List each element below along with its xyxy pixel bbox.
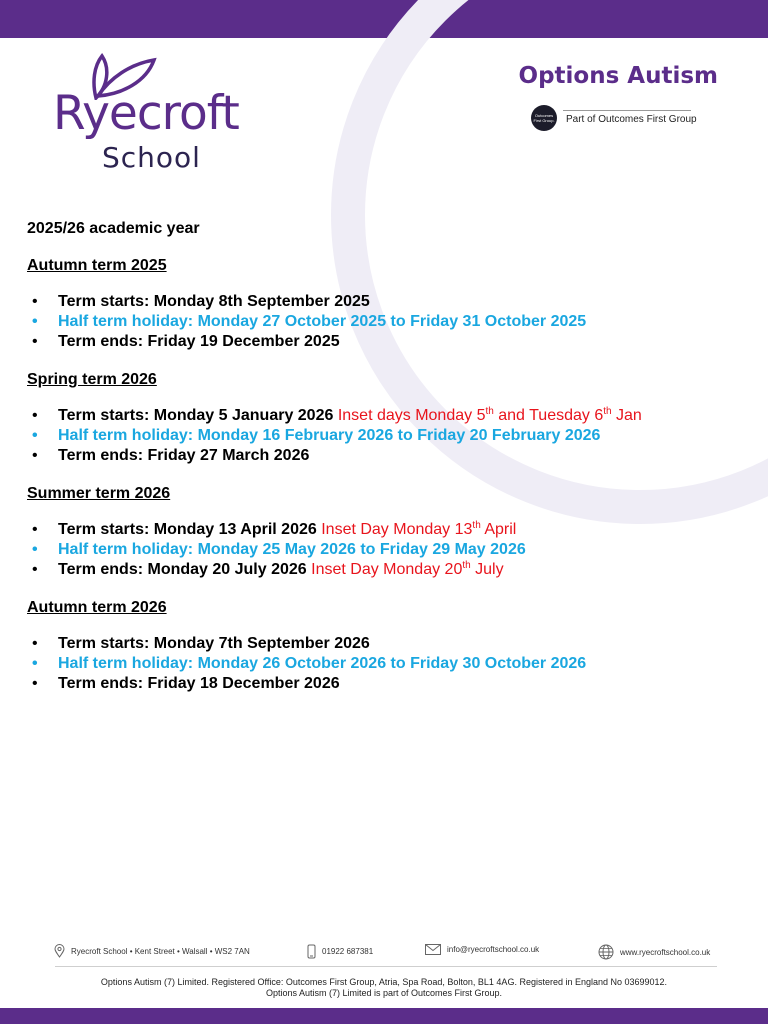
phone-icon — [307, 944, 316, 959]
term-title: Spring term 2026 — [27, 371, 157, 388]
term-title: Autumn term 2025 — [27, 257, 167, 274]
footer-phone: 01922 687381 — [307, 944, 373, 959]
academic-year-heading: 2025/26 academic year — [27, 220, 200, 237]
inset-note: Inset Day Monday 13th April — [321, 520, 517, 538]
list-item: • Half term holiday: Monday 16 February 2026 to Friday 20 February 2026 — [32, 427, 601, 444]
list-item: • Term starts: Monday 7th September 2026 — [32, 635, 370, 652]
envelope-icon — [425, 944, 441, 955]
group-divider — [563, 110, 691, 111]
footer-email: info@ryecroftschool.co.uk — [425, 944, 539, 955]
legal-line-2: Options Autism (7) Limited is part of Outcomes First Group. — [265, 988, 503, 998]
list-item: • Term starts: Monday 5 January 2026 Inset days Monday 5th and Tuesday 6th Jan — [32, 406, 642, 424]
list-item: • Half term holiday: Monday 25 May 2026 to Friday 29 May 2026 — [32, 541, 526, 558]
legal-notice — [0, 977, 768, 999]
footer-address: Ryecroft School • Kent Street • Walsall • WS2 7AN — [54, 944, 250, 958]
term-title: Autumn term 2026 — [27, 599, 167, 616]
list-item: • Term starts: Monday 8th September 2025 — [32, 293, 370, 310]
location-pin-icon — [54, 944, 65, 958]
inset-note: Inset Day Monday 20th July — [311, 560, 504, 578]
term-title: Summer term 2026 — [27, 485, 171, 502]
footer-website: www.ryecroftschool.co.uk — [598, 944, 710, 960]
list-item: • Term ends: Monday 20 July 2026 Inset Day Monday 20th July — [32, 560, 504, 578]
list-item: • Term starts: Monday 13 April 2026 Inset Day Monday 13th April — [32, 520, 517, 538]
term-list — [27, 292, 747, 352]
ryecroft-logo — [50, 50, 280, 180]
list-item: • Term ends: Friday 18 December 2026 — [32, 675, 340, 692]
term-list — [27, 406, 747, 466]
term-list — [27, 520, 747, 580]
list-item: • Half term holiday: Monday 26 October 2026 to Friday 30 October 2026 — [32, 655, 587, 672]
logo-name: Ryecroft — [53, 86, 239, 141]
term-list — [27, 634, 747, 694]
footer-divider — [55, 966, 717, 967]
legal-line-1: Options Autism (7) Limited. Registered Office: Outcomes First Group, Atria, Spa Road, Bolton, BL1 4AG. Registered in England No 03699012. — [100, 977, 668, 987]
term-dates-content — [27, 220, 747, 694]
group-caption: Part of Outcomes First Group — [566, 114, 697, 125]
bottom-brand-bar — [0, 1008, 768, 1024]
options-autism-brand: Options Autism — [518, 63, 718, 89]
outcomes-first-group-logo: Outcomes First Group. — [531, 105, 557, 131]
top-brand-bar — [0, 0, 768, 38]
globe-icon — [598, 944, 614, 960]
list-item: • Term ends: Friday 19 December 2025 — [32, 333, 340, 350]
list-item: • Term ends: Friday 27 March 2026 — [32, 447, 310, 464]
list-item: • Half term holiday: Monday 27 October 2025 to Friday 31 October 2025 — [32, 313, 587, 330]
inset-note: Inset days Monday 5th and Tuesday 6th Jan — [337, 406, 642, 424]
logo-subtitle: School — [102, 141, 201, 174]
